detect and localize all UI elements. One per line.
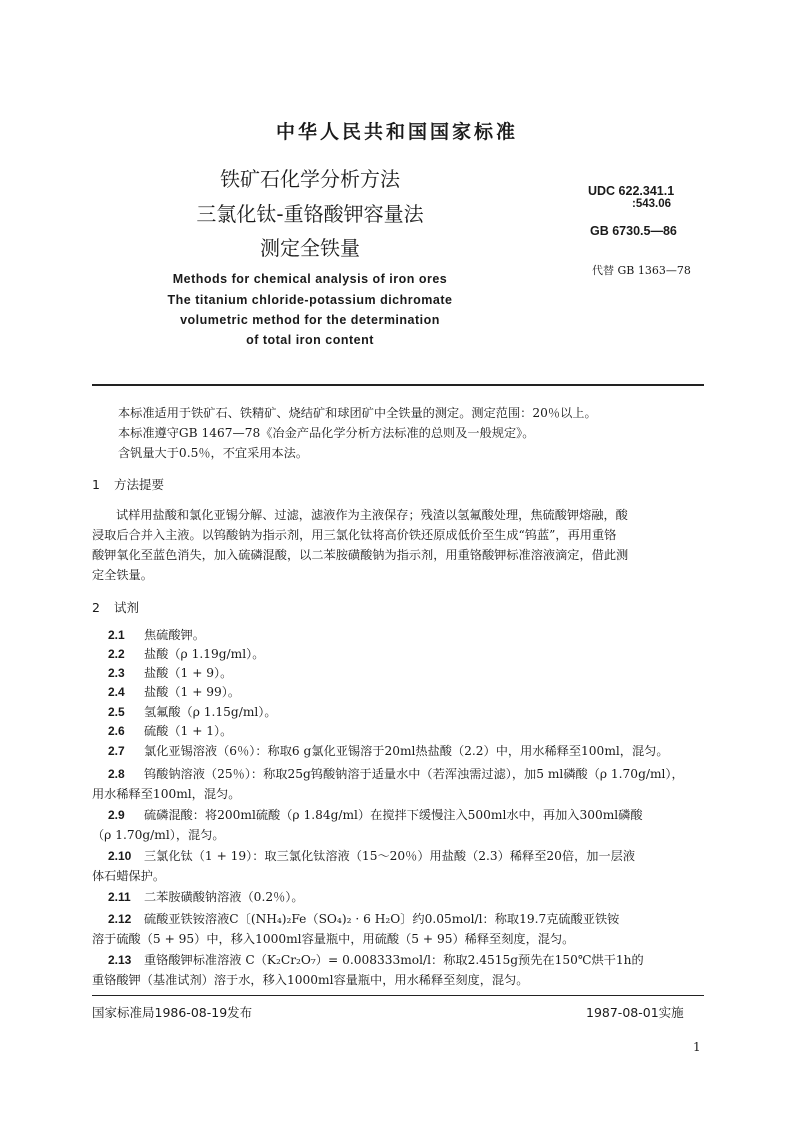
reagent-item-continuation: （ρ 1.70g/ml），混匀。 xyxy=(92,828,225,842)
en-title-line-1: Methods for chemical analysis of iron ores xyxy=(172,272,448,286)
cn-title-line-1: 铁矿石化学分析方法 xyxy=(220,167,400,191)
section-2-number: 2 xyxy=(92,600,100,615)
footer-divider xyxy=(92,995,704,996)
section-1-line-4: 定全铁量。 xyxy=(92,568,153,582)
reagent-item: 2.6 硫酸（1 + 1）。 xyxy=(108,724,233,738)
standard-title: 中华人民共和国国家标准 xyxy=(275,121,518,143)
reagent-item-continuation: 溶于硫酸（5 + 95）中，移入1000ml容量瓶中，用硫酸（5 + 95）稀释至刻度，混匀。 xyxy=(92,932,575,946)
reagent-item: 2.7 氯化亚锡溶液（6％）：称取6 g氯化亚锡溶于20ml热盐酸（2.2）中，用水稀释至100ml，混匀。 xyxy=(108,744,669,758)
reagent-item: 2.13 重铬酸钾标准溶液 C（K₂Cr₂O₇）= 0.008333mol/l：称取2.4515g预先在150℃烘干1h的 xyxy=(108,953,644,967)
intro-line-3: 含钒量大于0.5％，不宜采用本法。 xyxy=(118,446,309,460)
reagent-item: 2.11 二苯胺磺酸钠溶液（0.2％）。 xyxy=(108,890,304,904)
reagent-item: 2.1 焦硫酸钾。 xyxy=(108,628,205,642)
section-1-number: 1 xyxy=(92,477,100,492)
reagent-item: 2.9 硫磷混酸：将200ml硫酸（ρ 1.84g/ml）在搅拌下缓慢注入500ml水中，再加入300ml磷酸 xyxy=(108,808,643,822)
reagent-item: 2.2 盐酸（ρ 1.19g/ml）。 xyxy=(108,647,265,661)
gb-code: GB 6730.5—86 xyxy=(590,224,677,238)
section-1-line-2: 浸取后合并入主液。以钨酸钠为指示剂，用三氯化钛将高价铁还原成低价至生成“钨蓝”，再用重铬 xyxy=(92,528,617,542)
section-1-line-1: 试样用盐酸和氯化亚锡分解、过滤，滤液作为主液保存；残渣以氢氟酸处理，焦硫酸钾熔融，酸 xyxy=(116,508,628,522)
reagent-item: 2.10 三氯化钛（1 + 19）：取三氯化钛溶液（15～20％）用盐酸（2.3）稀释至20倍，加一层液 xyxy=(108,849,636,863)
cn-title-line-2: 三氯化钛-重铬酸钾容量法 xyxy=(196,202,424,226)
intro-line-1: 本标准适用于铁矿石、铁精矿、烧结矿和球团矿中全铁量的测定。测定范围：20％以上。 xyxy=(118,406,597,420)
en-title-line-2: The titanium chloride-potassium dichromate xyxy=(167,293,453,307)
section-1-title: 方法提要 xyxy=(113,477,164,492)
udc-code-line-2: :543.06 xyxy=(632,198,672,210)
section-1-line-3: 酸钾氧化至蓝色消失，加入硫磷混酸，以二苯胺磺酸钠为指示剂，用重铬酸钾标准溶液滴定，借此测 xyxy=(92,548,629,562)
reagent-item-continuation: 体石蜡保护。 xyxy=(92,869,166,883)
page-number: 1 xyxy=(693,1040,701,1054)
reagent-item: 2.3 盐酸（1 + 9）。 xyxy=(108,666,233,680)
effective-date: 1987-08-01实施 xyxy=(586,1005,684,1020)
reagent-item: 2.12 硫酸亚铁铵溶液C〔(NH₄)₂Fe（SO₄)₂ · 6 H₂O〕约0.05mol/l：称取19.7克硫酸亚铁铵 xyxy=(108,912,620,926)
header-divider xyxy=(92,384,704,386)
replaces-standard: 代替 GB 1363—78 xyxy=(592,264,691,277)
reagent-item: 2.8 钨酸钠溶液（25％）：称取25g钨酸钠溶于适量水中（若浑浊需过滤），加5 ml磷酸（ρ 1.70g/ml）， xyxy=(108,767,684,781)
issue-date: 国家标准局1986-08-19发布 xyxy=(92,1005,253,1020)
section-2-heading xyxy=(92,598,139,616)
en-title-line-3: volumetric method for the determination xyxy=(180,313,440,327)
reagent-item-continuation: 重铬酸钾（基准试剂）溶于水，移入1000ml容量瓶中，用水稀释至刻度，混匀。 xyxy=(92,973,529,987)
reagent-item: 2.4 盐酸（1 + 99）。 xyxy=(108,685,241,699)
en-title-line-4: of total iron content xyxy=(246,333,374,347)
section-1-heading xyxy=(92,475,164,493)
cn-title-line-3: 测定全铁量 xyxy=(260,236,360,260)
intro-line-2: 本标准遵守GB 1467—78《冶金产品化学分析方法标准的总则及一般规定》。 xyxy=(118,426,535,440)
udc-code-line-1: UDC 622.341.1 xyxy=(588,184,675,198)
section-2-title: 试剂 xyxy=(113,600,139,615)
reagent-item-continuation: 用水稀释至100ml，混匀。 xyxy=(92,787,241,801)
reagent-item: 2.5 氢氟酸（ρ 1.15g/ml）。 xyxy=(108,705,277,719)
